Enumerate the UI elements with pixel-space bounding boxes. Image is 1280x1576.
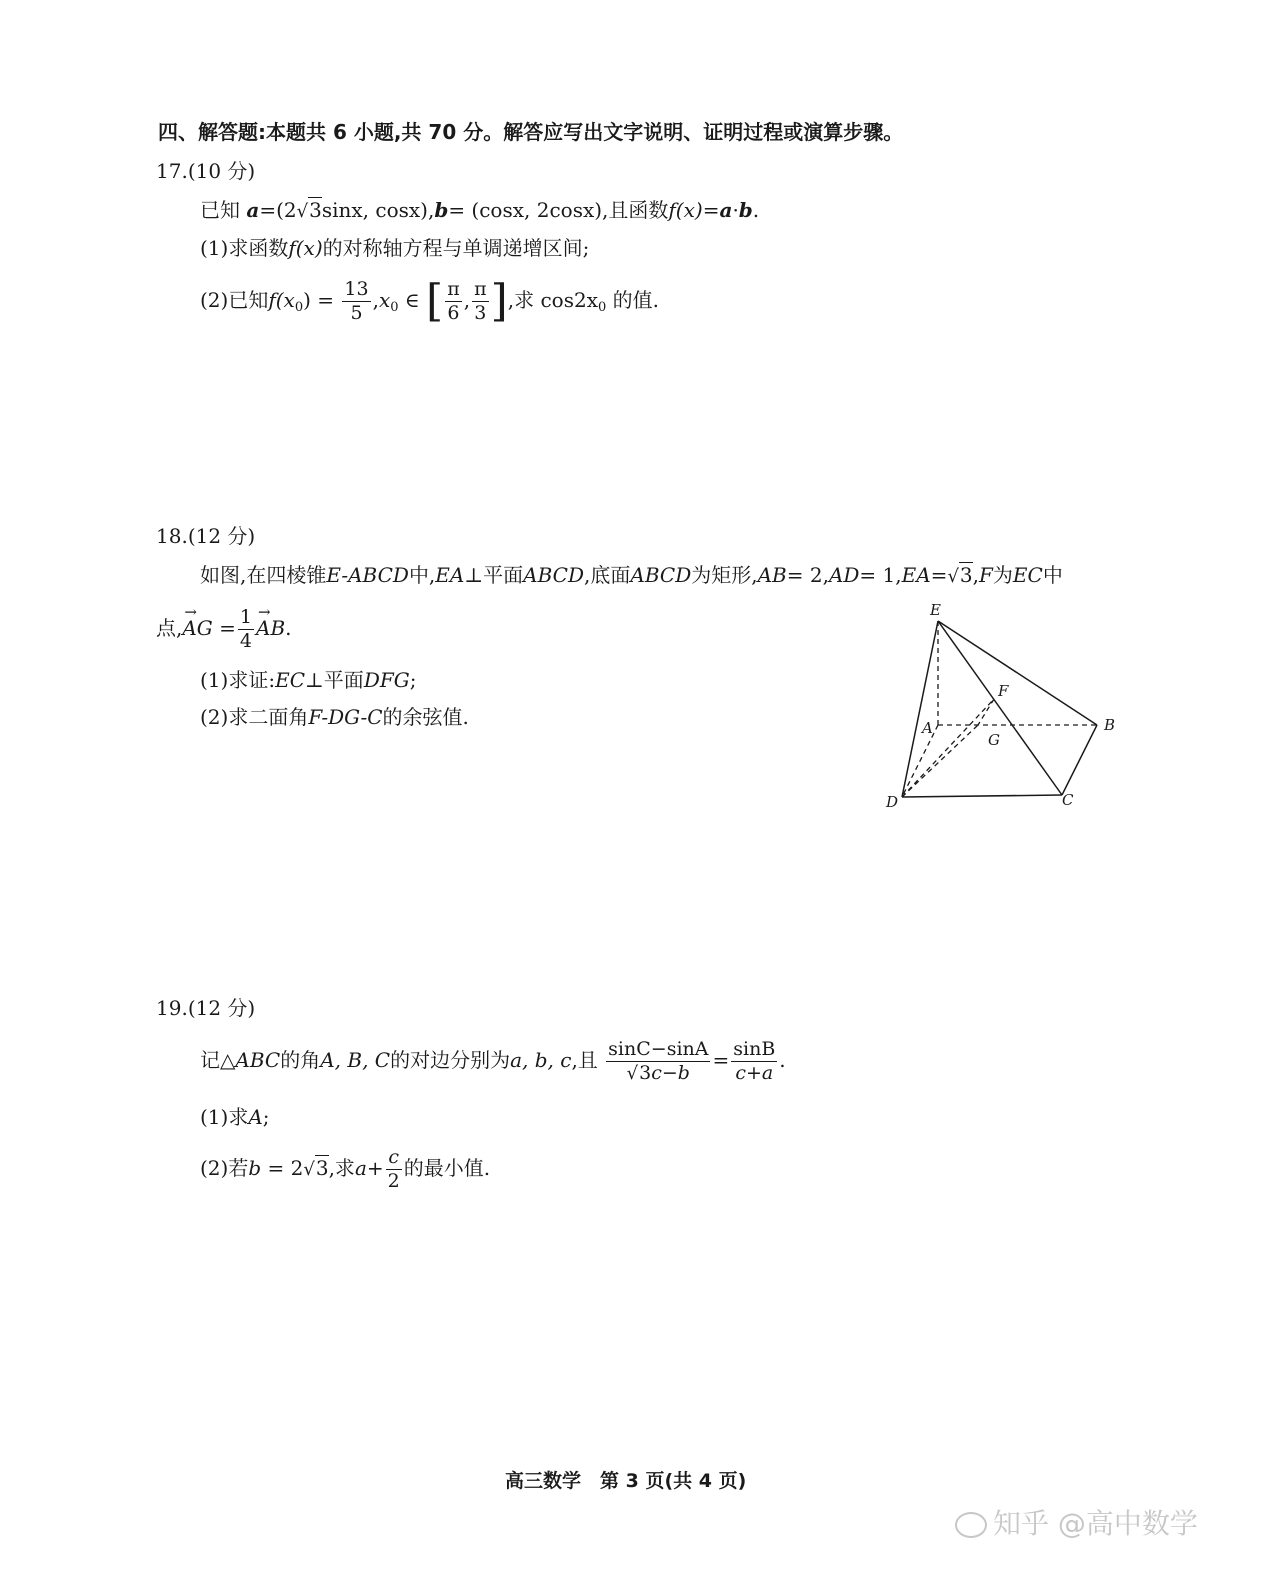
page-footer: 高三数学 第 3 页(共 4 页) (505, 1470, 747, 1492)
watermark-text: 知乎 @高中数学 (993, 1507, 1198, 1540)
fraction-sinB: $\frac{\sin B}{c+a}$ (733, 1038, 776, 1084)
q17-stem: 已知 a=(2√3sinx, cosx),b= (cosx, 2cosx),且函数f(x)=a·b. (200, 198, 760, 222)
q18-part2: (2)求二面角F-DG-C的余弦值. (200, 705, 469, 729)
edge-ED (902, 621, 938, 797)
segment-DG (902, 725, 978, 797)
q18-stem-line1: 如图,在四棱锥E-ABCD中,EA⊥平面ABCD,底面ABCD为矩形,AB= 2,AD= 1,EA=√3,F为EC中 (200, 563, 1063, 587)
edge-CB (1062, 725, 1097, 795)
q19-part1: (1)求A; (200, 1105, 270, 1129)
edge-DC (902, 795, 1062, 797)
vector-ag: → AG (182, 600, 212, 656)
q18-part1: (1)求证:EC⊥平面DFG; (200, 668, 417, 692)
q19-score: (12 分) (187, 996, 256, 1020)
q17-header (156, 157, 255, 185)
q17-number: 17. (156, 159, 188, 183)
q18-stem-line2: 点,→ AG = $\frac{1}{4}$ → AB. (156, 600, 292, 656)
label-E: E (930, 601, 941, 619)
right-bracket-icon: ] (490, 275, 508, 327)
vector-a: a (246, 198, 260, 222)
label-F: F (998, 682, 1009, 700)
segment-FG (978, 699, 994, 725)
q18-score: (12 分) (187, 524, 256, 548)
q19-number: 19. (156, 996, 188, 1020)
sqrt-sign-icon: √ (296, 201, 309, 222)
q19-header (156, 994, 255, 1022)
label-A: A (922, 719, 933, 737)
vector-b: b (434, 198, 449, 222)
label-G: G (988, 731, 1000, 749)
vector-ab: → AB (256, 600, 285, 656)
watermark (955, 1502, 1198, 1542)
q18-number: 18. (156, 524, 188, 548)
q17-part1: (1)求函数f(x)的对称轴方程与单调递增区间; (200, 236, 590, 260)
q18-header (156, 522, 255, 550)
left-bracket-icon: [ (426, 275, 444, 327)
section-heading: 四、解答题:本题共 6 小题,共 70 分。解答应写出文字说明、证明过程或演算步骤。 (158, 120, 904, 144)
fraction-sin-diff: $\frac{\sin C-\sin A}{√3c-b}$ (608, 1038, 709, 1084)
wechat-icon (955, 1512, 987, 1538)
segment-DF (902, 699, 994, 797)
label-C: C (1062, 791, 1074, 809)
label-B: B (1104, 716, 1116, 734)
q19-part2: (2)若b = 2√3,求a+ $\frac{c}{2}$ 的最小值. (200, 1146, 491, 1192)
pyramid-figure (870, 595, 1130, 820)
edge-EC (938, 621, 1062, 795)
fraction-13-5: $\frac{13}{5}$ (344, 278, 369, 324)
label-D: D (886, 793, 899, 811)
edge-EB (938, 621, 1097, 725)
q17-score: (10 分) (187, 159, 256, 183)
q17-part2: (2)已知$f(x_0)$ = $\frac{13}{5}$ $,x_0$ ∈ [ $\frac{\pi}{6}$ , $\frac{\pi}{3}$ ],求 $\cos 2x_0$ 的值. (200, 275, 659, 327)
q19-stem: 记△ABC的角A, B, C的对边分别为a, b, c,且 $\frac{\sin C-\sin A}{√3c-b}$ = $\frac{\sin B}{c+a}$ . (200, 1038, 786, 1084)
